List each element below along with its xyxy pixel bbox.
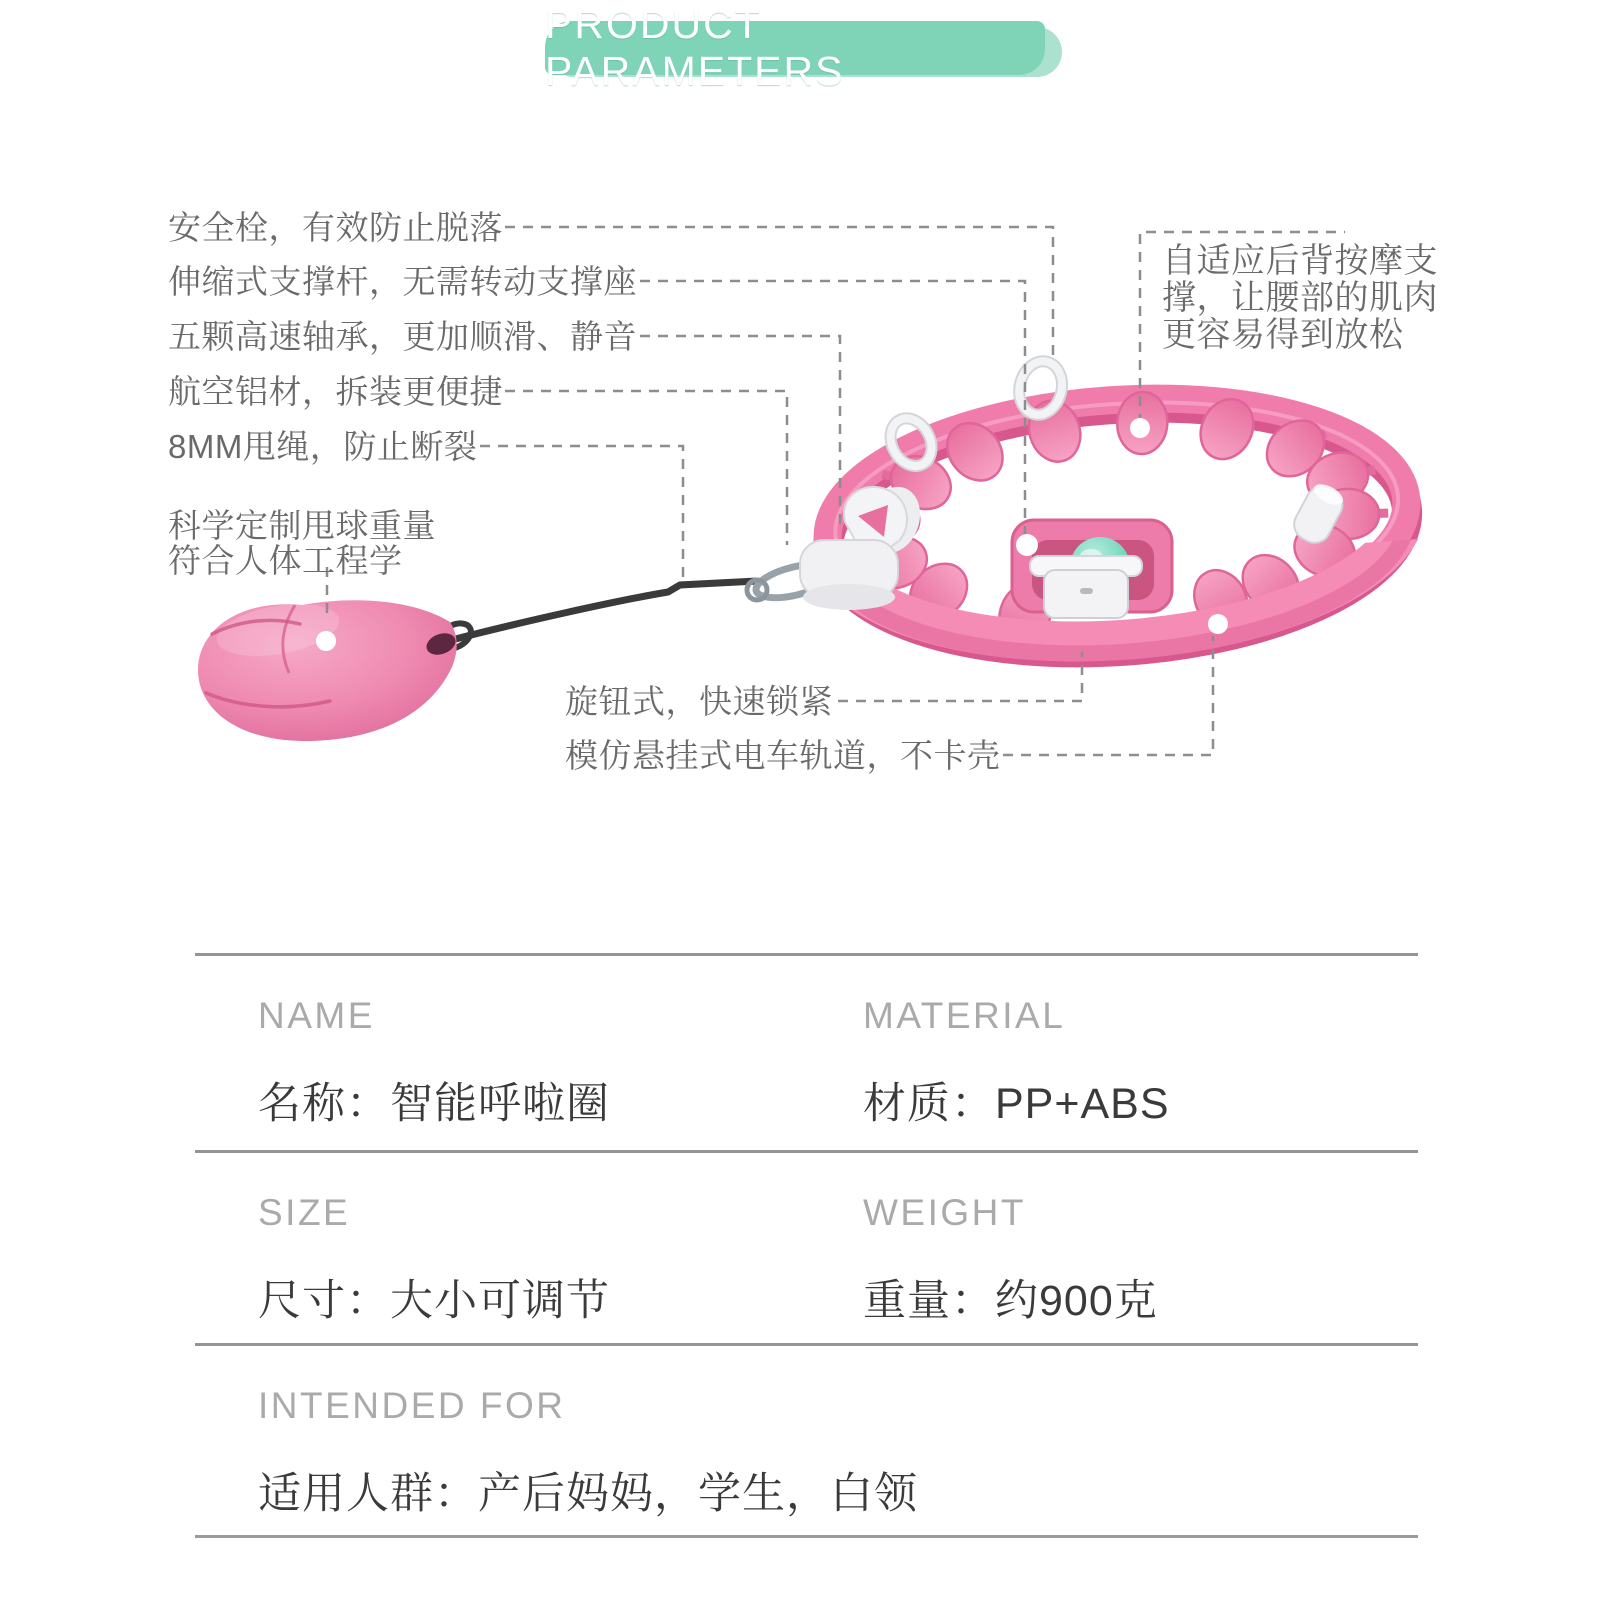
anchor-dot [1208, 614, 1228, 634]
spec-label-size: SIZE [258, 1192, 351, 1233]
swing-rope [444, 581, 757, 642]
leader-rope [480, 446, 683, 583]
spec-label-name: NAME [258, 995, 375, 1036]
anchor-dot [316, 631, 336, 651]
leader-bearings [640, 336, 840, 531]
spec-label-intended-for: INTENDED FOR [258, 1385, 566, 1426]
spec-label-weight: WEIGHT [863, 1192, 1026, 1233]
spec-value-name: 名称：智能呼啦圈 [258, 1080, 610, 1128]
callout-aluminum: 航空铝材，拆装更便捷 [168, 373, 503, 410]
spec-value-intended-for: 适用人群：产后妈妈，学生，白领 [258, 1470, 918, 1518]
spec-table [195, 953, 1418, 1538]
spec-value-weight: 重量：约900克 [863, 1277, 1158, 1325]
callout-knob: 旋钮式，快速锁紧 [565, 683, 833, 720]
callout-back-support: 自适应后背按摩支撑，让腰部的肌肉更容易得到放松 [1162, 242, 1438, 354]
callout-bearings: 五颗高速轴承，更加顺滑、静音 [168, 318, 637, 355]
section-title: PRODUCT PARAMETERS [545, 1, 845, 94]
callout-ball-weight-line2: 符合人体工程学 [168, 542, 403, 579]
section-title-banner [545, 1, 1045, 94]
callout-track: 模仿悬挂式电车轨道，不卡壳 [565, 737, 1001, 774]
anchor-dot [1130, 418, 1150, 438]
anchor-dot [1016, 534, 1038, 556]
slider-assembly [1012, 520, 1172, 618]
weight-ball [198, 596, 459, 741]
callout-ball-weight-line1: 科学定制甩球重量 [168, 507, 436, 544]
spec-value-size: 尺寸：大小可调节 [258, 1277, 610, 1325]
spec-label-material: MATERIAL [863, 995, 1066, 1036]
callout-safety-pin: 安全栓，有效防止脱落 [168, 209, 503, 246]
spec-section-intended-for [195, 1343, 1418, 1538]
leader-aluminum [505, 391, 787, 545]
callout-rope: 8MM甩绳，防止断裂 [168, 428, 478, 465]
spec-value-material: 材质：PP+ABS [863, 1080, 1170, 1128]
spec-section-name-material [195, 953, 1418, 1150]
callout-telescopic-rod: 伸缩式支撑杆，无需转动支撑座 [168, 263, 637, 300]
spec-section-size-weight [195, 1150, 1418, 1343]
slider-knob [1030, 556, 1142, 618]
